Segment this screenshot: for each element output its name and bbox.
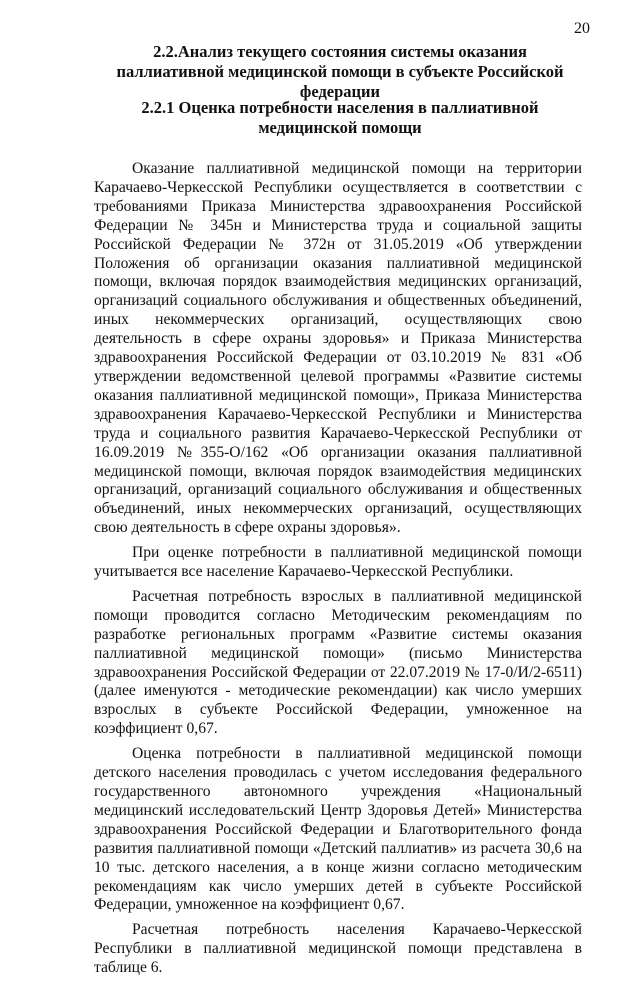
paragraph-5: Расчетная потребность населения Карачаево-Черкесской Республики в паллиативной медицинской помощи представлена в таблице 6. xyxy=(94,921,582,977)
paragraph-4: Оценка потребности в паллиативной медицинской помощи детского населения проводилась с учетом исследования федерального государственного автономного учреждения «Национальный медицинский исследовательский Центр Здоровья Детей» Министерства здравоохранения Российской Федерации и Благотворительного фонда развития паллиативной помощи «Детский паллиатив» из расчета 30,6 на 10 тыс. детского населения, а в конце жизни согласно методическим рекомендациям как число умерших детей в субъекте Российской Федерации, умноженное на коэффициент 0,67. xyxy=(94,745,582,914)
body-text xyxy=(94,160,582,984)
paragraph-2: При оценке потребности в паллиативной медицинской помощи учитывается все население Карачаево-Черкесской Республики. xyxy=(94,544,582,581)
subsection-heading: 2.2.1 Оценка потребности населения в паллиативной медицинской помощи xyxy=(141,98,539,137)
section-heading: 2.2.Анализ текущего состояния системы оказания паллиативной медицинской помощи в субъекте Российской федерации xyxy=(116,42,564,101)
page-number: 20 xyxy=(574,20,590,37)
paragraph-1: Оказание паллиативной медицинской помощи на территории Карачаево-Черкесской Республики осуществляется в соответствии с требованиями Приказа Министерства здравоохранения Российской Федерации № 345н и Министерства труда и социальной защиты Российской Федерации № 372н от 31.05.2019 «Об утверждении Положения об организации оказания паллиативной медицинской помощи, включая порядок взаимодействия медицинских организаций, организаций социального обслуживания и общественных объединений, иных некоммерческих организаций, осуществляющих свою деятельность в сфере охраны здоровья» и Приказа Министерства здравоохранения Российской Федерации от 03.10.2019 № 831 «Об утверждении ведомственной целевой программы «Развитие системы оказания паллиативной медицинской помощи», Приказа Министерства здравоохранения Карачаево-Черкесской Республики и Министерства труда и социального развития Карачаево-Черкесской Республики от 16.09.2019 №355-О/162 «Об организации оказания паллиативной медицинской помощи, включая порядок взаимодействия медицинских организаций, организаций социального обслуживания и общественных объединений, иных некоммерческих организаций, осуществляющих свою деятельность в сфере охраны здоровья». xyxy=(94,160,582,537)
paragraph-3: Расчетная потребность взрослых в паллиативной медицинской помощи проводится согласно Методическим рекомендациям по разработке региональных программ «Развитие системы оказания паллиативной медицинской помощи» (письмо Министерства здравоохранения Российской Федерации от 22.07.2019 № 17-0/И/2-6511) (далее именуются - методические рекомендации) как число умерших взрослых в субъекте Российской Федерации, умноженное на коэффициент 0,67. xyxy=(94,587,582,738)
